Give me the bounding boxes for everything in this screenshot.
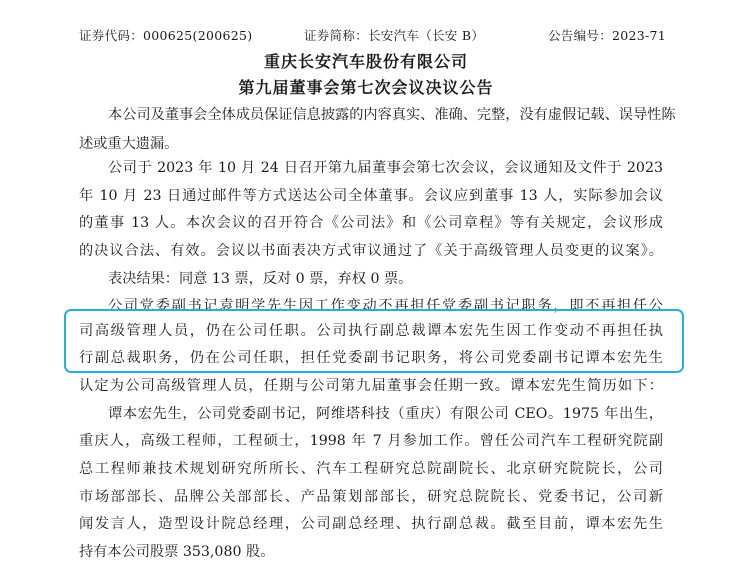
paragraph-line: 司高级管理人员，仍在公司任职。公司执行副总裁谭本宏先生因工作变动不再担任执 xyxy=(79,323,663,339)
company-title: 重庆长安汽车股份有限公司 xyxy=(263,52,468,71)
paragraph-line: 市场部部长、品牌公关部部长、产品策划部部长，研究总院院长、党委书记，公司新 xyxy=(79,489,663,505)
paragraph-line: 谭本宏先生，公司党委副书记，阿维塔科技（重庆）有限公司 CEO。1975 年出生， xyxy=(108,406,663,422)
paragraph-line: 总工程师兼技术规划研究所所长、汽车工程研究总院副院长、北京研究院院长，公司 xyxy=(79,461,663,477)
securities-code: 证券代码：000625(200625) xyxy=(79,28,253,43)
paragraph-line: 的决议合法、有效。会议以书面表决方式审议通过了《关于高级管理人员变更的议案》。 xyxy=(79,243,663,259)
notice-title: 第九届董事会第七次会议决议公告 xyxy=(238,78,494,97)
paragraph-line: 闻发言人，造型设计院总经理，公司副总经理、执行副总裁。截至目前，谭本宏先生 xyxy=(79,516,663,532)
announcement-number: 公告编号：2023-71 xyxy=(548,28,667,43)
paragraph-line: 重庆人，高级工程师，工程硕士，1998 年 7 月参加工作。曾任公司汽车工程研究院副 xyxy=(79,433,663,449)
paragraph-line: 认定为公司高级管理人员，任期与公司第九届董事会任期一致。谭本宏先生简历如下： xyxy=(79,378,663,394)
paragraph-line: 本公司及董事会全体成员保证信息披露的内容真实、准确、完整，没有虚假记载、误导性陈 xyxy=(108,107,676,123)
paragraph-line: 的董事 13 人。本次会议的召开符合《公司法》和《公司章程》等有关规定，会议形成 xyxy=(79,215,663,231)
paragraph-line: 公司党委副书记袁明学先生因工作变动不再担任党委副书记职务，即不再担任公 xyxy=(108,298,663,314)
paragraph-line: 述或重大遗漏。 xyxy=(79,136,179,152)
paragraph-line: 行副总裁职务，仍在公司任职，担任党委副书记职务，将公司党委副书记谭本宏先生 xyxy=(79,350,663,366)
highlight-box xyxy=(64,309,684,373)
vote-result: 表决结果：同意 13 票，反对 0 票，弃权 0 票。 xyxy=(108,271,413,287)
paragraph-line: 公司于 2023 年 10 月 24 日召开第九届董事会第七次会议，会议通知及文件于 2023 xyxy=(108,160,663,176)
securities-abbreviation: 证券简称：长安汽车（长安 B） xyxy=(304,28,485,43)
paragraph-line: 持有本公司股票 353,080 股。 xyxy=(79,544,275,560)
paragraph-line: 年 10 月 23 日通过邮件等方式送达公司全体董事。会议应到董事 13 人，实际参加会议 xyxy=(79,188,663,204)
